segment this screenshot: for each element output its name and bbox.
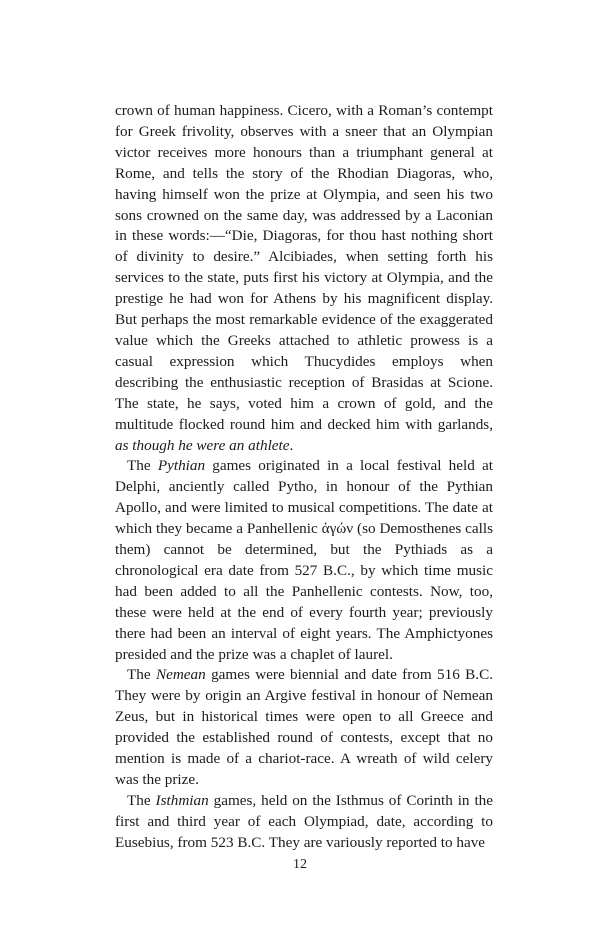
italic-phrase: as though he were an athlete	[115, 436, 290, 454]
paragraph-isthmian	[115, 791, 493, 854]
text-run: games originated in a local festival held at Delphi, anciently called Pytho, in honour of the Pythian Apollo, and were limited to musical competitions. The date at which they became a Panhellenic ἀγών (so Demosthenes calls them) cannot be determined, but the Pythiads as a chronological era date from 527 B.C., by which time music had been added to all the Panhellenic contests. Now, too, these were held at the end of every fourth year; previously there had been an interval of eight years. The Amphictyones presided and the prize was a chaplet of laurel.	[115, 457, 493, 663]
paragraph-pythian	[115, 456, 493, 665]
text-run: The	[127, 457, 158, 475]
italic-term-pythian: Pythian	[157, 457, 206, 475]
italic-term-nemean: Nemean	[155, 666, 206, 684]
paragraph-olympian-continuation	[115, 101, 493, 456]
text-run: The	[127, 791, 156, 809]
italic-term-isthmian: Isthmian	[155, 791, 209, 809]
text-run: .	[289, 436, 294, 454]
text-run: games were biennial and date from 516 B.C. They were by origin an Argive festival in honour of Nemean Zeus, but in historical times were open to all Greece and provided the established round of contests, except that no mention is made of a chariot-race. A wreath of wild celery was the prize.	[115, 666, 493, 788]
text-run: games, held on the Isthmus of Corinth in the first and third year of each Olympiad, date, according to Eusebius, from 523 B.C. They are variously reported to have	[115, 791, 493, 851]
text-run: crown of human happiness. Cicero, with a Roman’s contempt for Greek frivolity, observes with a sneer that an Olympian victor receives more honours than a triumphant general at Rome, and tells the story of the Rhodian Diagoras, who, having himself won the prize at Olympia, and seen his two sons crowned on the same day, was addressed by a Laconian in these words:—“Die, Diagoras, for thou hast nothing short of divinity to desire.” Alcibiades, when setting forth his services to the state, puts first his victory at Olympia, and the prestige he had won for Athens by his magnificent display. But perhaps the most remarkable evidence of the exaggerated value which the Greeks attached to athletic prowess is a casual expression which Thucydides employs when describing the enthusiastic reception of Brasidas at Scione. The state, he says, voted him a crown of gold, and the multitude flocked round him and decked him with garlands,	[115, 102, 493, 433]
paragraph-nemean	[115, 665, 493, 790]
text-run: The	[127, 666, 156, 684]
page-number: 12	[293, 857, 307, 872]
body-text	[115, 101, 493, 854]
